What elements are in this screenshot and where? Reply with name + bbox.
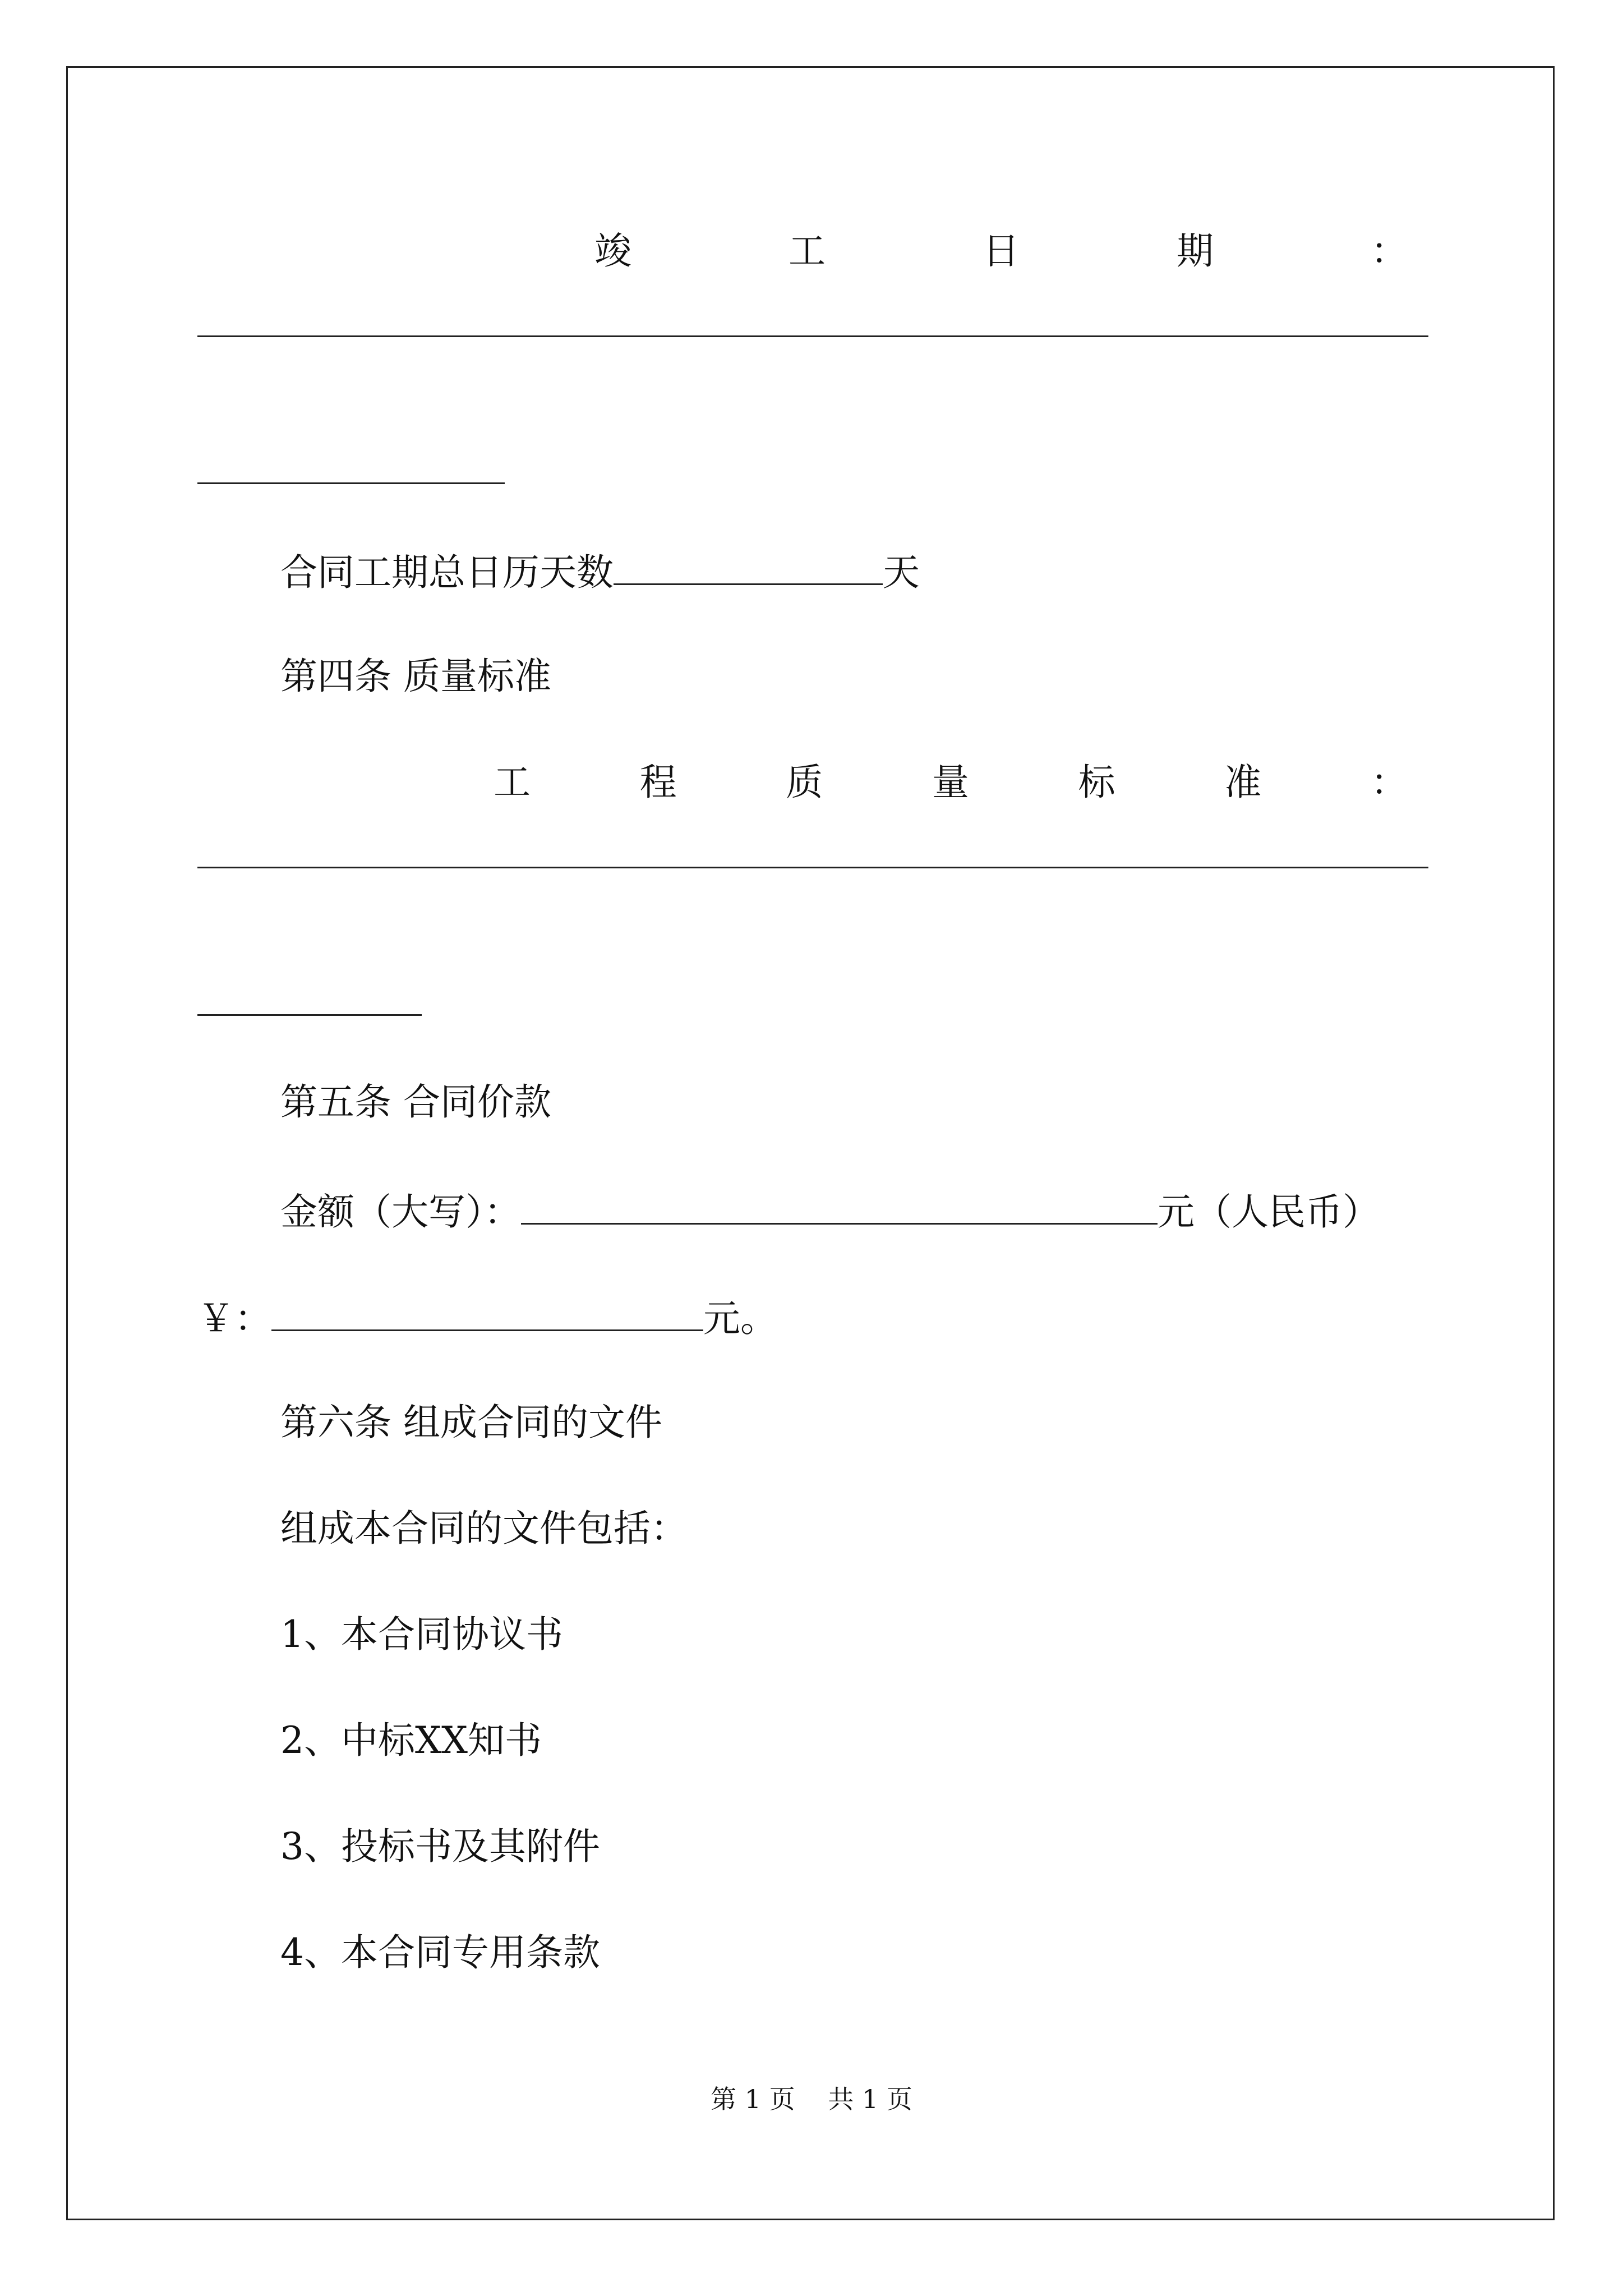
quality-blank-line-1[interactable] xyxy=(197,867,1428,868)
yen-unit: 元。 xyxy=(703,1297,777,1340)
quality-char: 工 xyxy=(494,761,531,804)
article-5-title: 第五条 合同价款 xyxy=(280,1080,551,1124)
page-total: 共 1 页 xyxy=(828,2084,912,2114)
yen-label: ￥： xyxy=(197,1297,271,1340)
completion-char: 期 xyxy=(1177,229,1214,273)
amount-words-blank[interactable] xyxy=(521,1188,1158,1225)
quality-char: 标 xyxy=(1078,761,1115,804)
completion-date-label xyxy=(594,229,1408,274)
completion-char: 日 xyxy=(983,229,1020,273)
article-4-title: 第四条 质量标准 xyxy=(280,655,551,698)
quality-standard-label xyxy=(494,760,1408,805)
quality-char: 程 xyxy=(639,761,677,804)
amount-yen-line xyxy=(197,1295,777,1341)
duration-blank[interactable] xyxy=(614,549,883,585)
document-list-item: 2、中标XX知书 xyxy=(280,1719,542,1762)
duration-line xyxy=(280,549,920,595)
page-number: 第 1 页 xyxy=(711,2084,795,2114)
duration-unit: 天 xyxy=(883,551,920,594)
quality-char: ： xyxy=(1370,761,1408,804)
quality-char: 准 xyxy=(1224,761,1262,804)
quality-char: 量 xyxy=(932,761,969,804)
quality-blank-line-2[interactable] xyxy=(197,1014,422,1016)
document-list-item: 1、本合同协议书 xyxy=(280,1613,563,1656)
amount-label: 金额（大写）： xyxy=(280,1190,521,1234)
completion-char: 工 xyxy=(789,229,826,273)
amount-figures-blank[interactable] xyxy=(271,1295,703,1331)
quality-char: 质 xyxy=(786,761,823,804)
amount-unit: 元（人民币） xyxy=(1158,1190,1380,1234)
document-list-item: 3、投标书及其附件 xyxy=(280,1825,600,1868)
completion-char: 竣 xyxy=(594,229,631,273)
amount-line xyxy=(280,1188,1380,1235)
page-footer xyxy=(0,2082,1623,2116)
completion-date-blank-line-1[interactable] xyxy=(197,335,1428,337)
duration-label: 合同工期总日历天数 xyxy=(280,551,614,594)
page-border xyxy=(66,66,1555,2220)
completion-date-blank-line-2[interactable] xyxy=(197,482,505,484)
document-list-item: 4、本合同专用条款 xyxy=(280,1931,600,1974)
article-6-title: 第六条 组成合同的文件 xyxy=(280,1401,662,1444)
completion-char: ： xyxy=(1371,229,1408,273)
documents-intro: 组成本合同的文件包括： xyxy=(280,1507,688,1550)
